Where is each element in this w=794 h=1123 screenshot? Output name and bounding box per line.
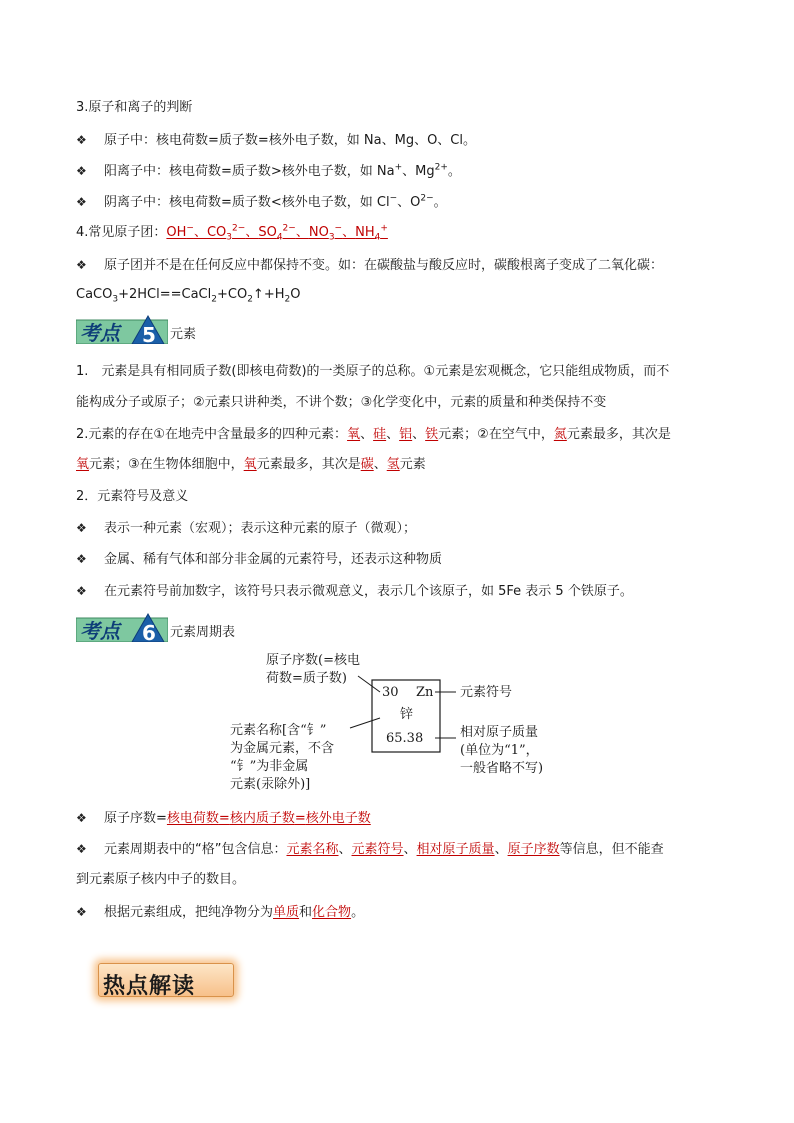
k5-paragraph2-line1: 2.元素的存在①在地壳中含量最多的四种元素：氧、硅、铝、铁元素；②在空气中，氮元素最多，其次是	[76, 427, 671, 442]
diagram-label-name-cont: “钅”为非金属	[230, 759, 309, 774]
bullet-item: ❖ 原子序数=核电荷数=核内质子数=核外电子数	[76, 808, 371, 829]
diagram-label-name-cont: 为金属元素，不含	[230, 741, 335, 756]
cell-atomic-number: 30	[382, 685, 399, 700]
hotspot-label: 热点解读	[103, 974, 196, 999]
bullet-item: ❖ 原子中：核电荷数=质子数=核外电子数，如 Na、Mg、O、Cl。	[76, 130, 476, 151]
atom-group-separator: 、	[342, 225, 356, 240]
bullet-icon: ❖	[76, 133, 87, 147]
kaodian6-title: 元素周期表	[170, 625, 236, 640]
bullet-item: ❖ 原子团并不是在任何反应中都保持不变。如：在碳酸盐与酸反应时，碳酸根离子变成了二氧化碳：	[76, 255, 663, 276]
diagram-label-atomic-number-cont: 荷数=质子数)	[266, 671, 347, 686]
kaodian6-header	[76, 612, 235, 642]
bullet-icon: ❖	[76, 164, 87, 178]
bullet-item: ❖ 元素周期表中的“格”包含信息：元素名称、元素符号、相对原子质量、原子序数等信息，但不能查	[76, 839, 664, 860]
atom-group: $NO_3^-$	[308, 223, 343, 243]
atom-group: $CO_3^{2-}$	[206, 223, 246, 243]
bullet-item: ❖ 金属、稀有气体和部分非金属的元素符号，还表示这种物质	[76, 549, 442, 570]
bullet-item: ❖ 根据元素组成，把纯净物分为单质和化合物。	[76, 902, 364, 923]
bullet-item: ❖ 表示一种元素（宏观）；表示这种元素的原子（微观）；	[76, 518, 416, 539]
atom-group: $SO_4^{2-}$	[258, 223, 296, 243]
hotspot-banner	[92, 955, 240, 1003]
bullet-item-cont: 到元素原子核内中子的数目。	[76, 872, 246, 887]
kaodian-badge	[76, 612, 168, 642]
cell-symbol: Zn	[416, 685, 434, 700]
kaodian5-title: 元素	[170, 327, 197, 342]
bullet-icon: ❖	[76, 811, 87, 825]
bullet-icon: ❖	[76, 584, 87, 598]
svg-text:6: 6	[142, 621, 156, 642]
cell-atomic-mass: 65.38	[386, 731, 424, 746]
atom-group-separator: 、	[295, 225, 309, 240]
diagram-label-atomic-number: 原子序数(=核电	[266, 653, 360, 668]
section4-heading-line	[76, 223, 388, 243]
diagram-label-mass: 相对原子质量	[460, 725, 539, 740]
k5-subheading: 2．元素符号及意义	[76, 489, 189, 504]
atom-group-separator: 、	[193, 225, 207, 240]
diagram-label-symbol: 元素符号	[460, 685, 513, 700]
cell-element-name: 锌	[400, 707, 414, 722]
kaodian5-header	[76, 314, 196, 344]
svg-text:5: 5	[142, 323, 156, 344]
bullet-icon: ❖	[76, 195, 87, 209]
diagram-label-name: 元素名称[含“钅”	[230, 723, 327, 738]
bullet-icon: ❖	[76, 521, 87, 535]
atom-group-separator: 、	[245, 225, 259, 240]
k5-paragraph2-line2: 氧元素；③在生物体细胞中，氧元素最多，其次是碳、氢元素	[76, 457, 426, 472]
section4-heading: 4.常见原子团：	[76, 225, 167, 240]
diagram-label-name-cont: 元素(汞除外)]	[230, 777, 311, 792]
diagram-label-mass-cont: (单位为“1”，	[460, 743, 539, 758]
bullet-icon: ❖	[76, 905, 87, 919]
atom-group: OH−	[166, 223, 194, 240]
element-cell-diagram	[230, 648, 590, 798]
k5-paragraph1-line2: 能构成分子或原子；②元素只讲种类，不讲个数；③化学变化中，元素的质量和种类保持不变	[76, 395, 607, 410]
bullet-item: ❖ 阳离子中：核电荷数=质子数>核外电子数，如 Na+、$Mg^{2+}$。	[76, 162, 461, 179]
svg-text:考点: 考点	[80, 619, 120, 642]
section3-heading: 3.原子和离子的判断	[76, 100, 193, 115]
k5-paragraph1-line1: 1. 元素是具有相同质子数(即核电荷数)的一类原子的总称。①元素是宏观概念，它只能组成物质，而不	[76, 364, 670, 379]
hotspot-banner-bg	[98, 963, 234, 997]
bullet-icon: ❖	[76, 842, 87, 856]
diagram-label-mass-cont: 一般省略不写)	[460, 761, 544, 776]
svg-text:考点: 考点	[80, 321, 120, 344]
bullet-item: ❖ 在元素符号前加数字，该符号只表示微观意义，表示几个该原子，如 5Fe 表示 5 个铁原子。	[76, 581, 633, 602]
kaodian-badge-icon	[76, 314, 168, 344]
atom-group: $NH_4^+$	[355, 223, 388, 243]
bullet-item: ❖ 阴离子中：核电荷数=质子数<核外电子数，如 Cl−、$O^{2-}$。	[76, 193, 447, 210]
bullet-icon: ❖	[76, 552, 87, 566]
chemical-equation: $CaCO_3+2HCl==CaCl_2+CO_2↑+H_2O$	[76, 287, 301, 305]
kaodian-badge	[76, 314, 168, 344]
kaodian-badge-icon	[76, 612, 168, 642]
atom-group-list	[166, 223, 388, 243]
bullet-icon: ❖	[76, 258, 87, 272]
